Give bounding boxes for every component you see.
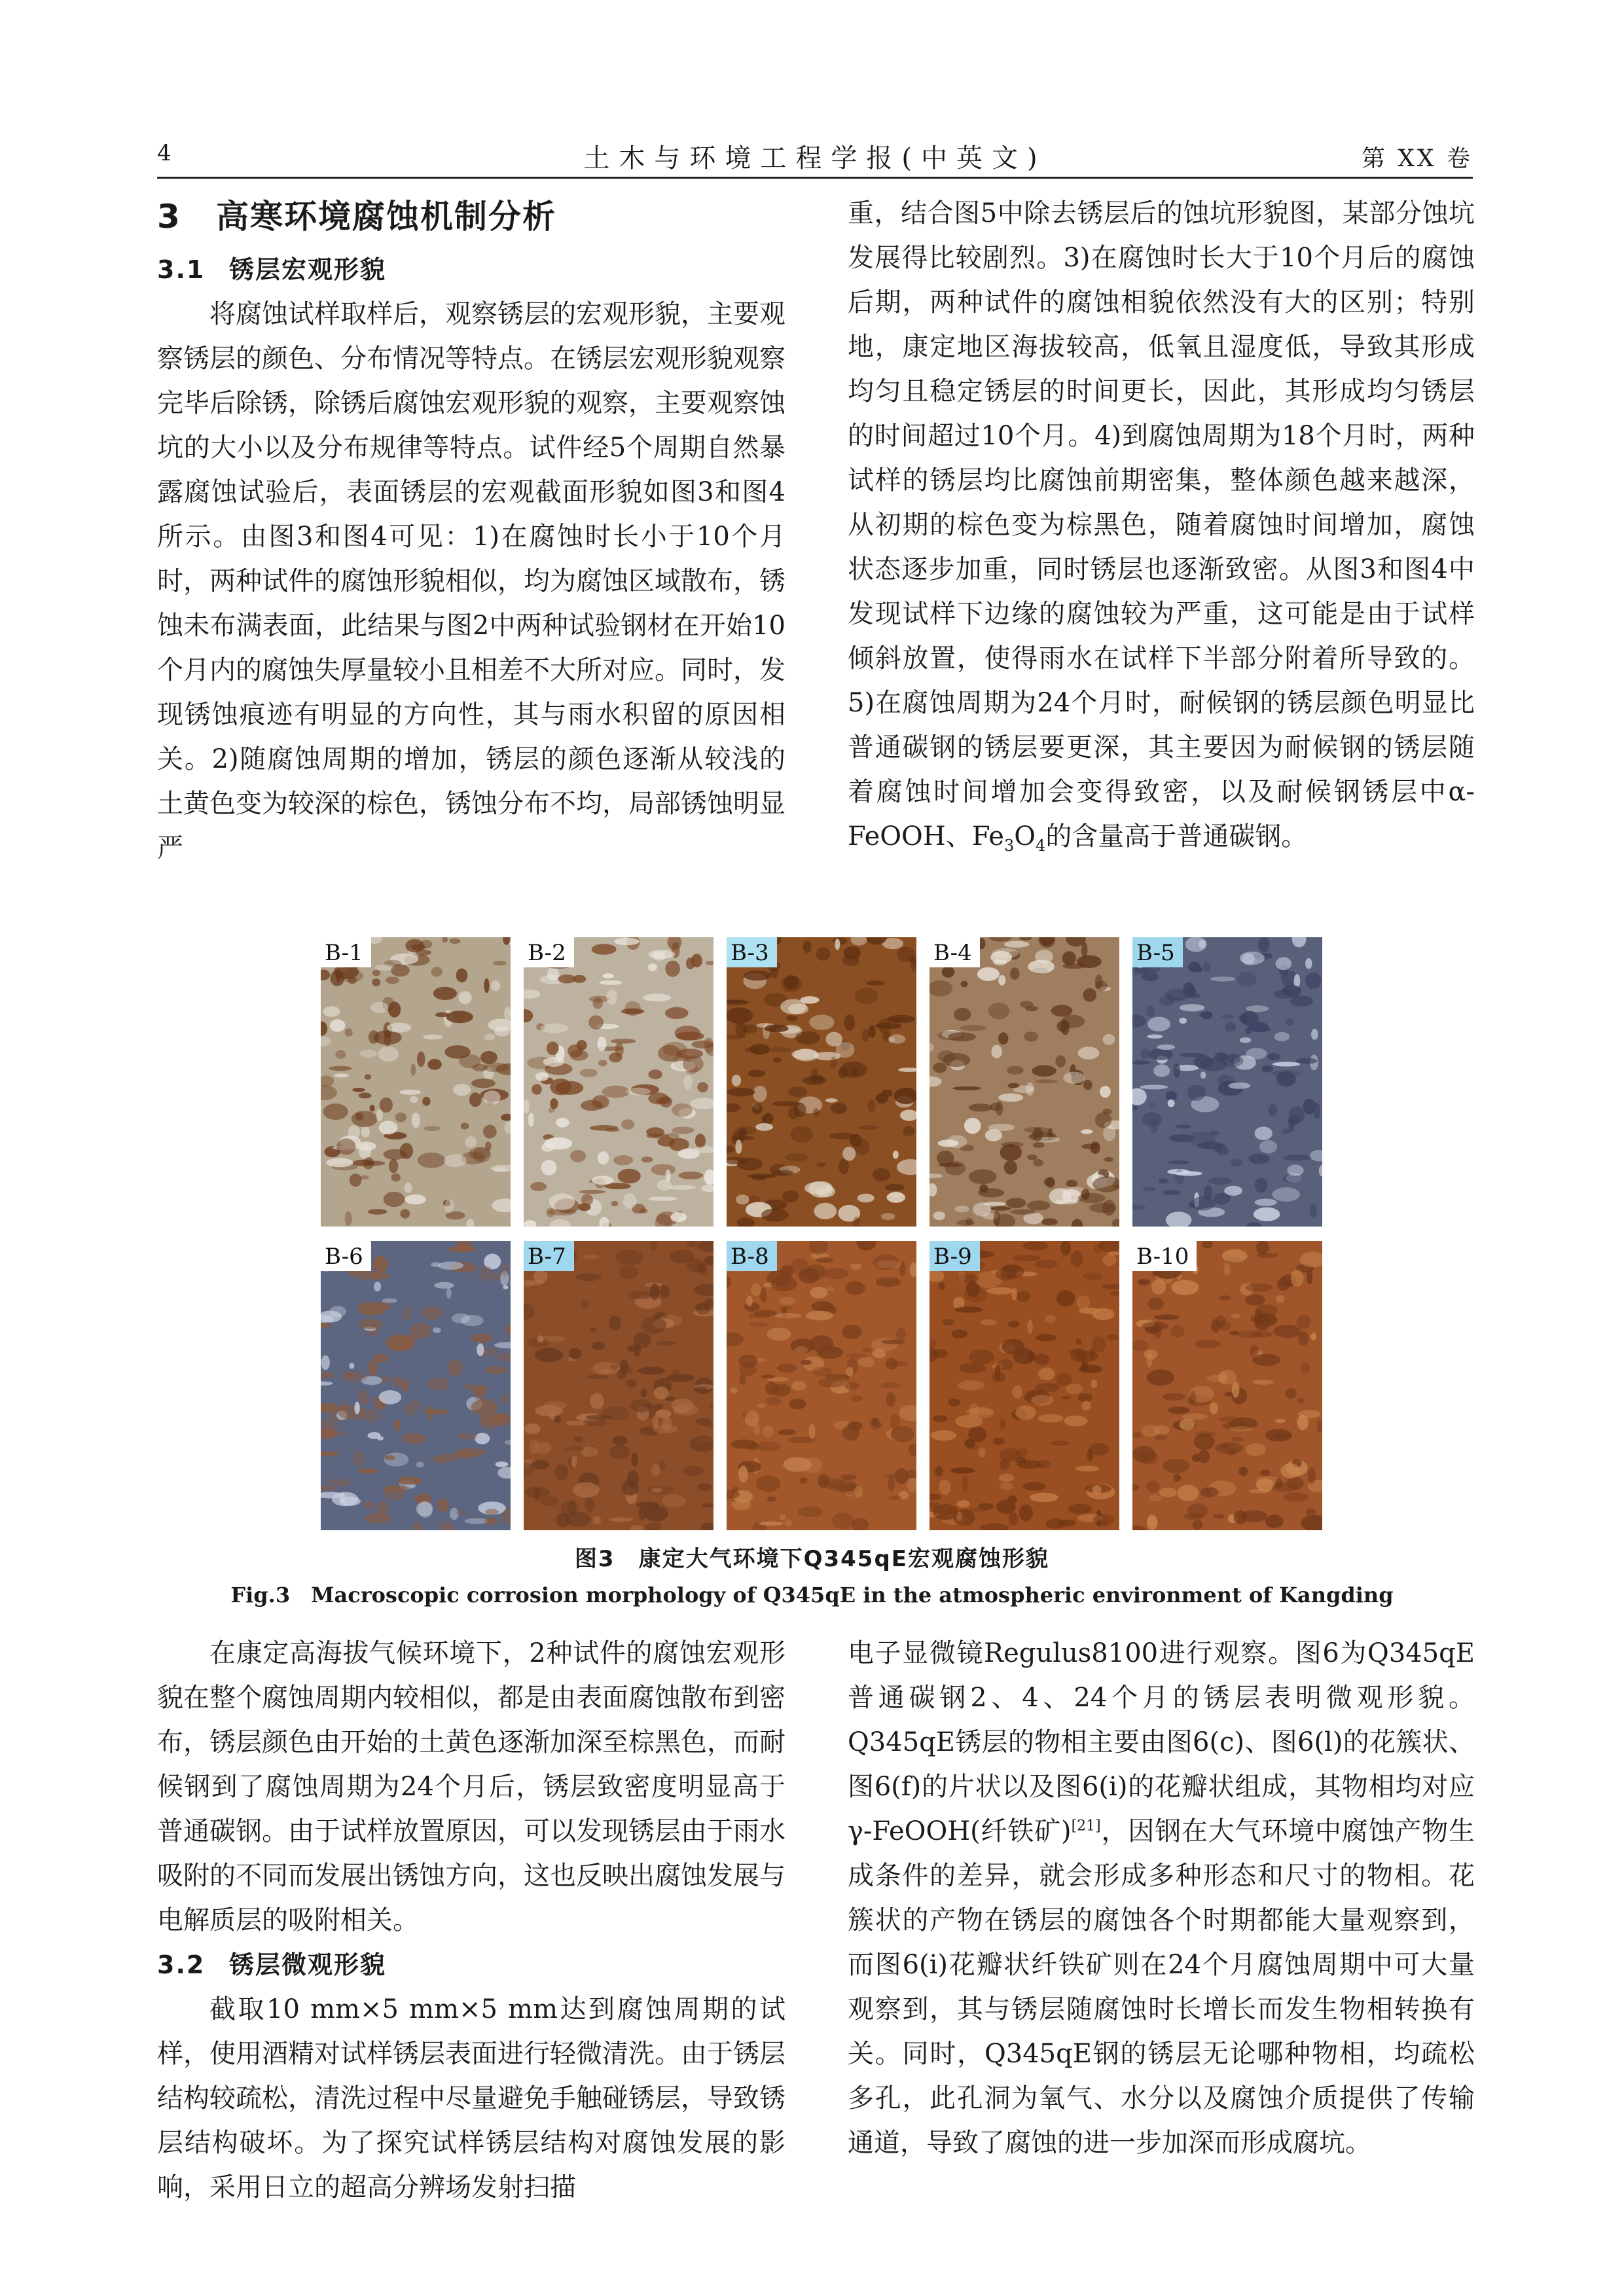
left-column-bottom (157, 1631, 785, 2210)
specimen-label: B-8 (727, 1241, 777, 1271)
corrosion-texture (321, 1241, 511, 1530)
right-column-bottom (848, 1631, 1475, 2165)
corrosion-texture (1132, 937, 1322, 1227)
subscript: 3 (1003, 836, 1015, 855)
corrosion-texture (929, 1241, 1119, 1530)
corrosion-texture (524, 937, 713, 1227)
specimen-label: B-6 (321, 1241, 371, 1271)
body-paragraph-continued (848, 191, 1475, 859)
corrosion-texture (1132, 1241, 1322, 1530)
body-paragraph-continued (848, 1631, 1475, 2165)
volume-label: 第 XX 卷 (1361, 145, 1473, 172)
specimen-label: B-2 (524, 937, 574, 967)
corrosion-texture (727, 1241, 916, 1530)
specimen-label: B-4 (929, 937, 980, 967)
paragraph-text: ，因钢在大气环境中腐蚀产物生成条件的差异，就会形成多种形态和尺寸的物相。花簇状的产物在锈层的腐蚀各个时期都能大量观察到，而图6(i)花瓣状纤铁矿则在24个月腐蚀周期中可大量观察到，其与锈层随腐蚀时长增长而发生物相转换有关。同时，Q345qE钢的锈层无论哪种物相，均疏松多孔，此孔洞为氧气、水分以及腐蚀介质提供了传输通道，导致了腐蚀的进一步加深而形成腐坑。 (848, 1816, 1475, 2158)
citation-ref: [21] (1071, 1818, 1101, 1835)
corrosion-texture (929, 937, 1119, 1227)
section-heading (157, 191, 785, 242)
left-column-top (157, 191, 785, 870)
specimen-label: B-7 (524, 1241, 574, 1271)
subsection-number: 3.1 (157, 255, 206, 284)
figure-caption-cn: 图3 康定大气环境下Q345qE宏观腐蚀形貌 (574, 1546, 1050, 1572)
figure-caption-en: Fig.3 Macroscopic corrosion morphology of Q345qE in the atmospheric environment of Kangding (230, 1583, 1394, 1607)
specimen-photo-b-9 (929, 1241, 1119, 1530)
section-title: 高寒环境腐蚀机制分析 (216, 198, 556, 236)
page-number: 4 (157, 140, 171, 166)
specimen-label: B-1 (321, 937, 371, 967)
paragraph-text: 的含量高于普通碳钢。 (1045, 821, 1308, 852)
corrosion-texture (727, 937, 916, 1227)
body-paragraph: 截取10 mm×5 mm×5 mm达到腐蚀周期的试样，使用酒精对试样锈层表面进行轻微清洗。由于锈层结构较疏松，清洗过程中尽量避免手触碰锈层，导致锈层结构破坏。为了探究试样锈层结构对腐蚀发展的影响，采用日立的超高分辨场发射扫描 (157, 1994, 785, 2202)
specimen-label: B-10 (1132, 1241, 1197, 1271)
specimen-label: B-9 (929, 1241, 980, 1271)
section-number: 3 (157, 198, 181, 236)
subsection-heading (157, 1943, 785, 1987)
specimen-label: B-5 (1132, 937, 1183, 967)
specimen-photo-b-6 (321, 1241, 511, 1530)
paragraph-text: 重，结合图5中除去锈层后的蚀坑形貌图，某部分蚀坑发展得比较剧烈。3)在腐蚀时长大于10个月后的腐蚀后期，两种试件的腐蚀相貌依然没有大的区别；特别地，康定地区海拔较高，低氧且湿度低，导致其形成均匀且稳定锈层的时间更长，因此，其形成均匀锈层的时间超过10个月。4)到腐蚀周期为18个月时，两种试样的锈层均比腐蚀前期密集，整体颜色越来越深，从初期的棕色变为棕黑色，随着腐蚀时间增加，腐蚀状态逐步加重，同时锈层也逐渐致密。从图3和图4中发现试样下边缘的腐蚀较为严重，这可能是由于试样倾斜放置，使得雨水在试样下半部分附着所导致的。5)在腐蚀周期为24个月时，耐候钢的锈层颜色明显比普通碳钢的锈层要更深，其主要因为耐候钢的锈层随着腐蚀时间增加会变得致密，以及耐候钢锈层中α-FeOOH、Fe (848, 198, 1475, 852)
specimen-photo-b-10 (1132, 1241, 1322, 1530)
formula-text: O (1014, 821, 1036, 852)
running-header (157, 137, 1473, 179)
subscript: 4 (1036, 836, 1046, 855)
specimen-photo-b-2 (524, 937, 713, 1227)
specimen-photo-b-4 (929, 937, 1119, 1227)
body-paragraph: 在康定高海拔气候环境下，2种试件的腐蚀宏观形貌在整个腐蚀周期内较相似，都是由表面腐蚀散布到密布，锈层颜色由开始的土黄色逐渐加深至棕黑色，而耐候钢到了腐蚀周期为24个月后，锈层致密度明显高于普通碳钢。由于试样放置原因，可以发现锈层由于雨水吸附的不同而发展出锈蚀方向，这也反映出腐蚀发展与电解质层的吸附相关。 (157, 1638, 785, 1935)
corrosion-texture (524, 1241, 713, 1530)
paragraph-text: 电子显微镜Regulus8100进行观察。图6为Q345qE普通碳钢2、4、24个月的锈层表明微观形貌。Q345qE锈层的物相主要由图6(c)、图6(l)的花簇状、图6(f)的片状以及图6(i)的花瓣状组成，其物相均对应γ-FeOOH(纤铁矿) (848, 1638, 1475, 1846)
subsection-number: 3.2 (157, 1950, 206, 1979)
specimen-photo-b-3 (727, 937, 916, 1227)
specimen-photo-b-8 (727, 1241, 916, 1530)
specimen-photo-b-5 (1132, 937, 1322, 1227)
figure-3 (321, 937, 1322, 1530)
subsection-heading (157, 247, 785, 292)
body-paragraph: 将腐蚀试样取样后，观察锈层的宏观形貌，主要观察锈层的颜色、分布情况等特点。在锈层宏观形貌观察完毕后除锈，除锈后腐蚀宏观形貌的观察，主要观察蚀坑的大小以及分布规律等特点。试件经5个周期自然暴露腐蚀试验后，表面锈层的宏观截面形貌如图3和图4所示。由图3和图4可见：1)在腐蚀时长小于10个月时，两种试件的腐蚀形貌相似，均为腐蚀区域散布，锈蚀未布满表面，此结果与图2中两种试验钢材在开始10个月内的腐蚀失厚量较小且相差不大所对应。同时，发现锈蚀痕迹有明显的方向性，其与雨水积留的原因相关。2)随腐蚀周期的增加，锈层的颜色逐渐从较浅的土黄色变为较深的棕色，锈蚀分布不均，局部锈蚀明显严 (157, 299, 785, 863)
corrosion-texture (321, 937, 511, 1227)
subsection-title: 锈层宏观形貌 (229, 255, 387, 284)
right-column-top (848, 191, 1475, 859)
subsection-title: 锈层微观形貌 (229, 1950, 387, 1979)
journal-title: 土木与环境工程学报(中英文) (583, 143, 1047, 173)
specimen-label: B-3 (727, 937, 777, 967)
specimen-photo-b-7 (524, 1241, 713, 1530)
specimen-photo-b-1 (321, 937, 511, 1227)
